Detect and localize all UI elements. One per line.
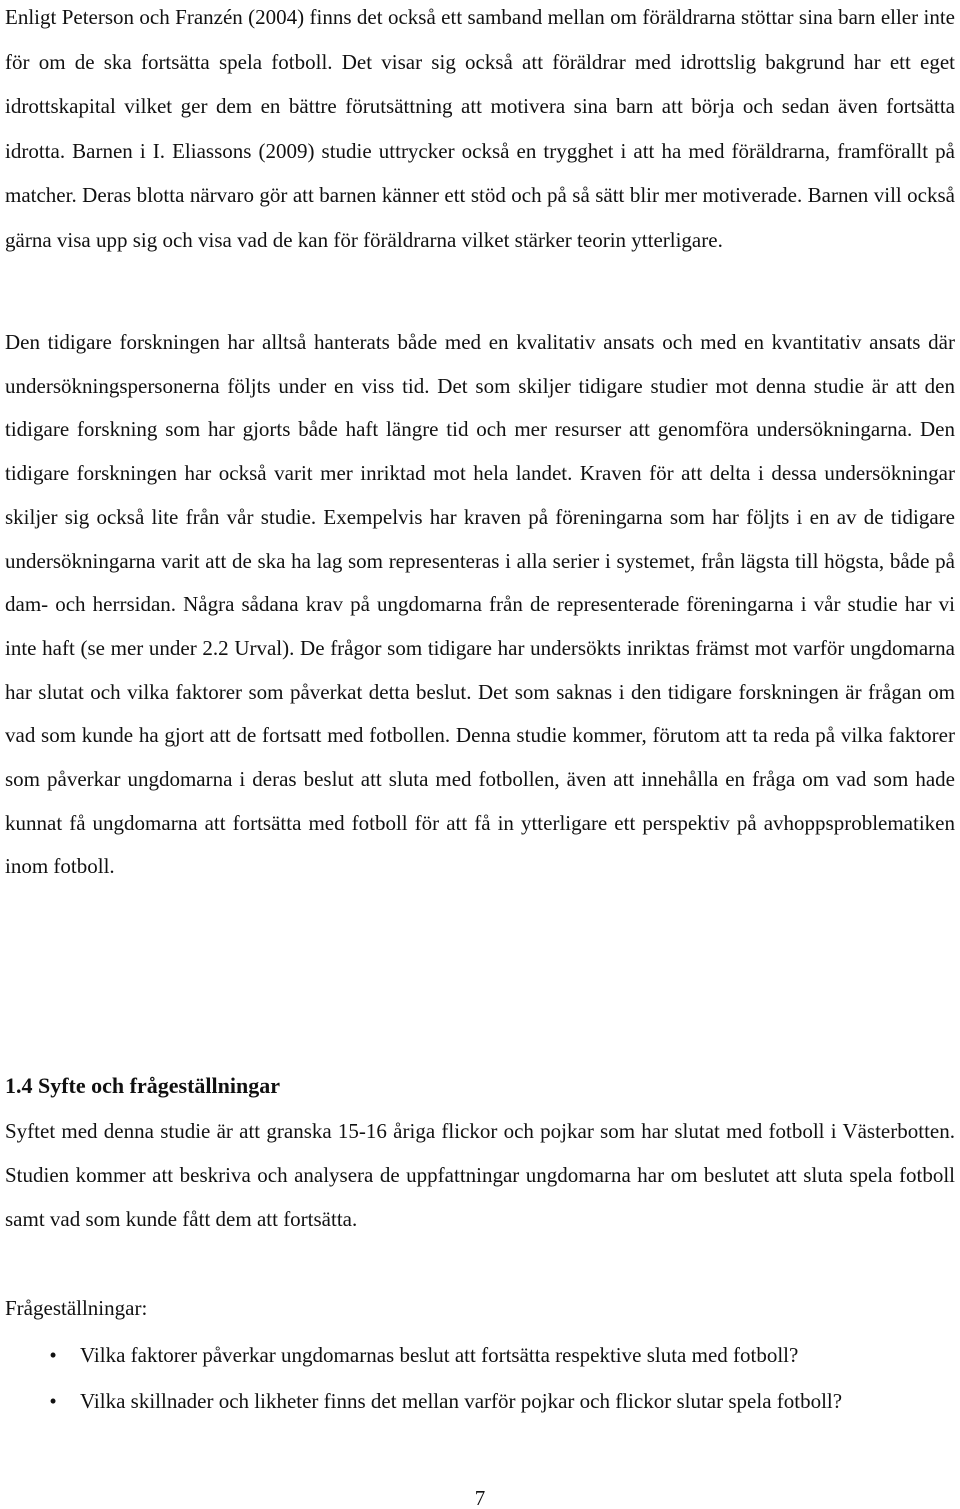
list-item bbox=[0, 1333, 940, 1377]
page-number: 7 bbox=[474, 1486, 486, 1509]
paragraph-previous-research: Den tidigare forskningen har alltså hanterats både med en kvalitativ ansats och med en kvantitativ ansats där undersökningspersonerna följts under en viss tid. Det som skiljer tidigare studier mot denna studie är att den tidigare forskning som har gjorts både haft längre tid och mer resurser att genomföra undersökningarna. Den tidigare forskningen har också varit mer inriktad mot hela landet. Kraven för att delta i dessa undersökningar skiljer sig också lite från vår studie. Exempelvis har kraven på föreningarna som har följts i en av de tidigare undersökningarna varit att de ska ha lag som representeras i alla serier i systemet, från lägsta till högsta, både på dam- och herrsidan. Några sådana krav på ungdomarna från de representerade föreningarna i vår studie har vi inte haft (se mer under 2.2 Urval). De frågor som tidigare har undersökts inriktas främst mot varför ungdomarna har slutat och vilka faktorer som påverkat detta beslut. Det som saknas i den tidigare forskningen är frågan om vad som kunde ha gjort att de fortsatt med fotbollen. Denna studie kommer, förutom att ta reda på vilka faktorer som påverkar ungdomarna i deras beslut att sluta med fotbollen, även att innehålla en fråga om vad som hade kunnat få ungdomarna att fortsätta med fotboll för att få in ytterligare ett perspektiv på avhoppsproblematiken inom fotboll. bbox=[5, 330, 955, 879]
bullet-icon: • bbox=[49, 1389, 57, 1413]
paragraph-parental-support: Enligt Peterson och Franzén (2004) finns det också ett samband mellan om föräldrarna stöttar sina barn eller inte för om de ska fortsätta spela fotboll. Det visar sig också att föräldrar med idrottslig bakgrund har ett eget idrottskapital vilket ger dem en bättre förutsättning att motivera sina barn att börja och sedan även fortsätta idrotta. Barnen i I. Eliassons (2009) studie uttrycker också en trygghet i att ha med föräldrarna, framförallt på matcher. Deras blotta närvaro gör att barnen känner ett stöd och på så sätt blir mer motiverade. Barnen vill också gärna visa upp sig och visa vad de kan för föräldrarna vilket stärker teorin ytterligare. bbox=[5, 5, 955, 252]
list-item bbox=[0, 1379, 940, 1423]
questions-list bbox=[0, 1333, 960, 1423]
bullet-icon: • bbox=[49, 1343, 57, 1367]
paragraph-purpose: Syftet med denna studie är att granska 15-16 åriga flickor och pojkar som har slutat med fotboll i Västerbotten. Studien kommer att beskriva och analysera de uppfattningar ungdomarna har om beslutet att sluta spela fotboll samt vad som kunde fått dem att fortsätta. bbox=[5, 1119, 955, 1231]
questions-label: Frågeställningar: bbox=[5, 1296, 148, 1320]
section-heading: 1.4 Syfte och frågeställningar bbox=[5, 1073, 280, 1098]
question-text: Vilka skillnader och likheter finns det mellan varför pojkar och flickor slutar spela fotboll? bbox=[80, 1389, 843, 1413]
question-text: Vilka faktorer påverkar ungdomarnas beslut att fortsätta respektive sluta med fotboll? bbox=[80, 1343, 799, 1367]
